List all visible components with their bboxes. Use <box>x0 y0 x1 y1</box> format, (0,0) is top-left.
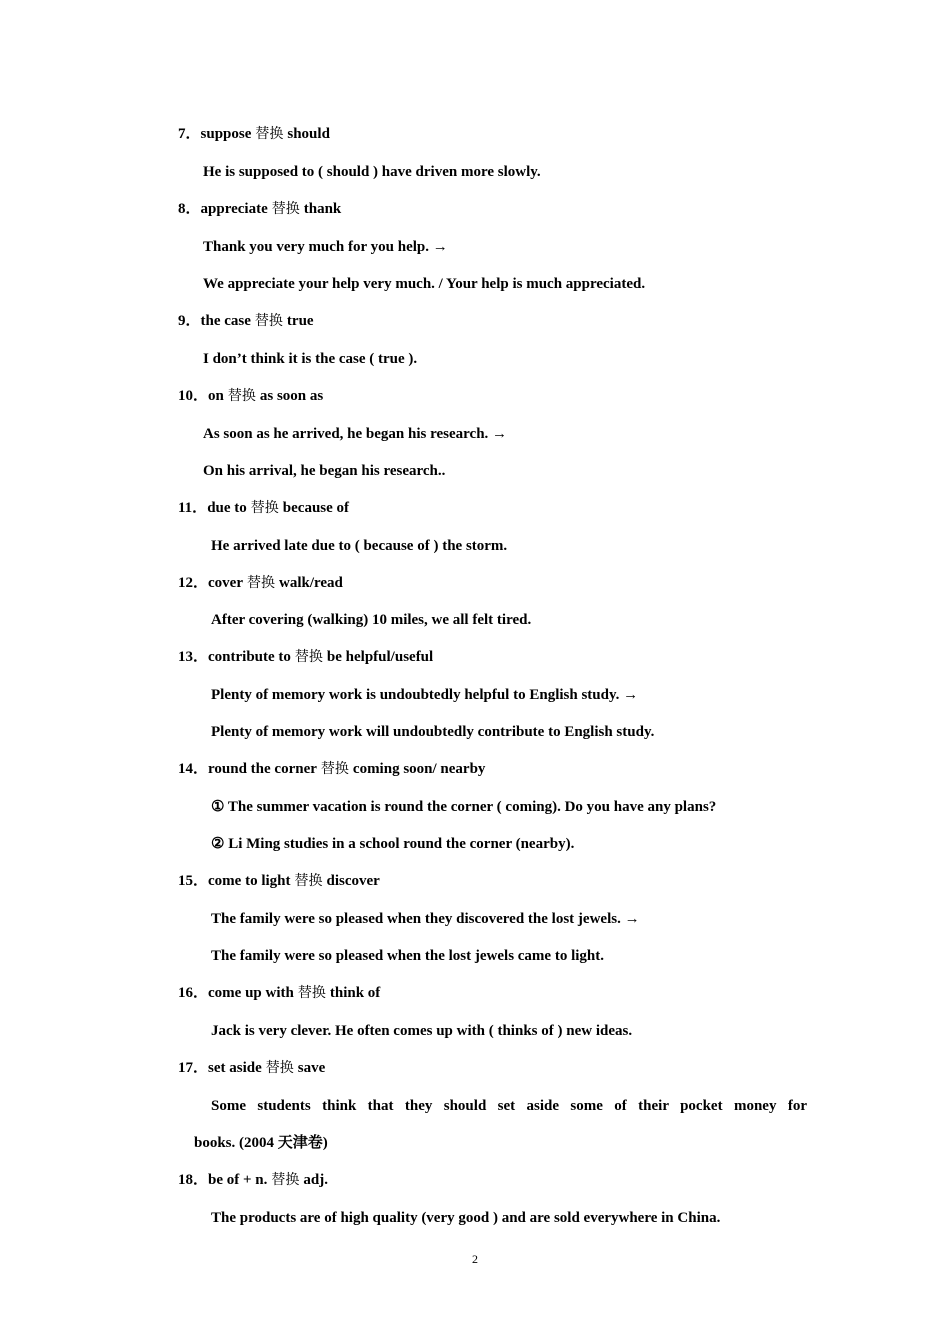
item-target: because of <box>282 500 350 516</box>
item-heading <box>178 1171 328 1189</box>
item-target: save <box>297 1060 326 1076</box>
example-sentence: ② Li Ming studies in a school round the corner (nearby). <box>211 836 575 852</box>
item-term: set aside <box>208 1060 262 1076</box>
example-sentence: After covering (walking) 10 miles, we all felt tired. <box>211 612 532 628</box>
item-term: appreciate <box>200 201 268 217</box>
replace-label: 替换 <box>250 500 279 516</box>
item-target: discover <box>326 873 380 889</box>
item-heading <box>178 984 380 1002</box>
item-number: 8． <box>178 201 201 217</box>
item-number: 16． <box>178 985 209 1001</box>
example-sentence: He arrived late due to ( because of ) the storm. <box>211 538 508 554</box>
item-number: 13． <box>178 649 209 665</box>
example-sentence: We appreciate your help very much. / Your help is much appreciated. <box>203 276 646 292</box>
replace-label: 替换 <box>255 126 284 142</box>
item-number: 14． <box>178 761 209 777</box>
example-sentence: The family were so pleased when the lost jewels came to light. <box>211 948 605 964</box>
replace-label: 替换 <box>247 575 275 591</box>
item-number: 7． <box>178 126 201 142</box>
example-sentence: Plenty of memory work is undoubtedly helpful to English study. → <box>211 687 639 703</box>
item-target: should <box>287 126 330 142</box>
item-heading <box>178 312 314 330</box>
example-sentence: As soon as he arrived, he began his research. → <box>203 426 508 442</box>
item-target: think of <box>329 985 381 1001</box>
example-sentence: Some students think that they should set aside some of their pocket money for <box>211 1098 807 1114</box>
replace-label: 替换 <box>254 313 283 329</box>
item-number: 15． <box>178 873 209 889</box>
item-term: due to <box>207 500 247 516</box>
item-heading <box>178 125 330 143</box>
item-target: thank <box>303 201 342 217</box>
item-term: on <box>208 388 224 404</box>
item-heading <box>178 387 323 405</box>
item-heading <box>178 574 343 592</box>
item-target: as soon as <box>259 388 324 404</box>
example-sentence: On his arrival, he began his research.. <box>203 463 446 479</box>
replace-label: 替换 <box>320 761 349 777</box>
item-heading <box>178 499 349 517</box>
item-number: 12． <box>178 575 209 591</box>
item-target: true <box>286 313 314 329</box>
item-number: 17． <box>178 1060 209 1076</box>
item-term: suppose <box>200 126 252 142</box>
page-number: 2 <box>472 1252 478 1266</box>
item-number: 11． <box>178 500 208 516</box>
item-target: adj. <box>303 1172 328 1188</box>
item-heading <box>178 872 380 890</box>
example-sentence: The family were so pleased when they discovered the lost jewels. → <box>211 911 640 927</box>
item-target: be helpful/useful <box>326 649 434 665</box>
replace-label: 替换 <box>294 649 323 665</box>
example-sentence: books. (2004 天津卷) <box>194 1135 328 1151</box>
example-sentence: Thank you very much for you help. → <box>203 239 448 255</box>
example-sentence: ① The summer vacation is round the corner ( coming). Do you have any plans? <box>211 799 717 815</box>
example-sentence: Plenty of memory work will undoubtedly contribute to English study. <box>211 724 655 740</box>
replace-label: 替换 <box>227 388 256 404</box>
example-sentence: I don’t think it is the case ( true ). <box>203 351 418 367</box>
item-target: walk/read <box>279 575 343 591</box>
item-term: round the corner <box>208 761 317 777</box>
item-heading <box>178 648 433 666</box>
replace-label: 替换 <box>271 201 300 217</box>
item-heading <box>178 760 485 778</box>
replace-label: 替换 <box>297 985 326 1001</box>
item-term: come up with <box>208 985 294 1001</box>
replace-label: 替换 <box>265 1060 294 1076</box>
item-term: be of + n. <box>208 1172 268 1188</box>
item-number: 10． <box>178 388 209 404</box>
item-term: contribute to <box>208 649 291 665</box>
item-number: 18． <box>178 1172 209 1188</box>
item-number: 9． <box>178 313 201 329</box>
item-term: cover <box>208 575 243 591</box>
item-term: come to light <box>208 873 291 889</box>
item-heading <box>178 1059 325 1077</box>
item-heading <box>178 200 341 218</box>
item-target: coming soon/ nearby <box>352 761 486 777</box>
replace-label: 替换 <box>271 1172 300 1188</box>
example-sentence: Jack is very clever. He often comes up with ( thinks of ) new ideas. <box>211 1023 633 1039</box>
example-sentence: The products are of high quality (very good ) and are sold everywhere in China. <box>211 1210 721 1226</box>
example-sentence: He is supposed to ( should ) have driven more slowly. <box>203 164 541 180</box>
item-term: the case <box>200 313 251 329</box>
replace-label: 替换 <box>294 873 323 889</box>
